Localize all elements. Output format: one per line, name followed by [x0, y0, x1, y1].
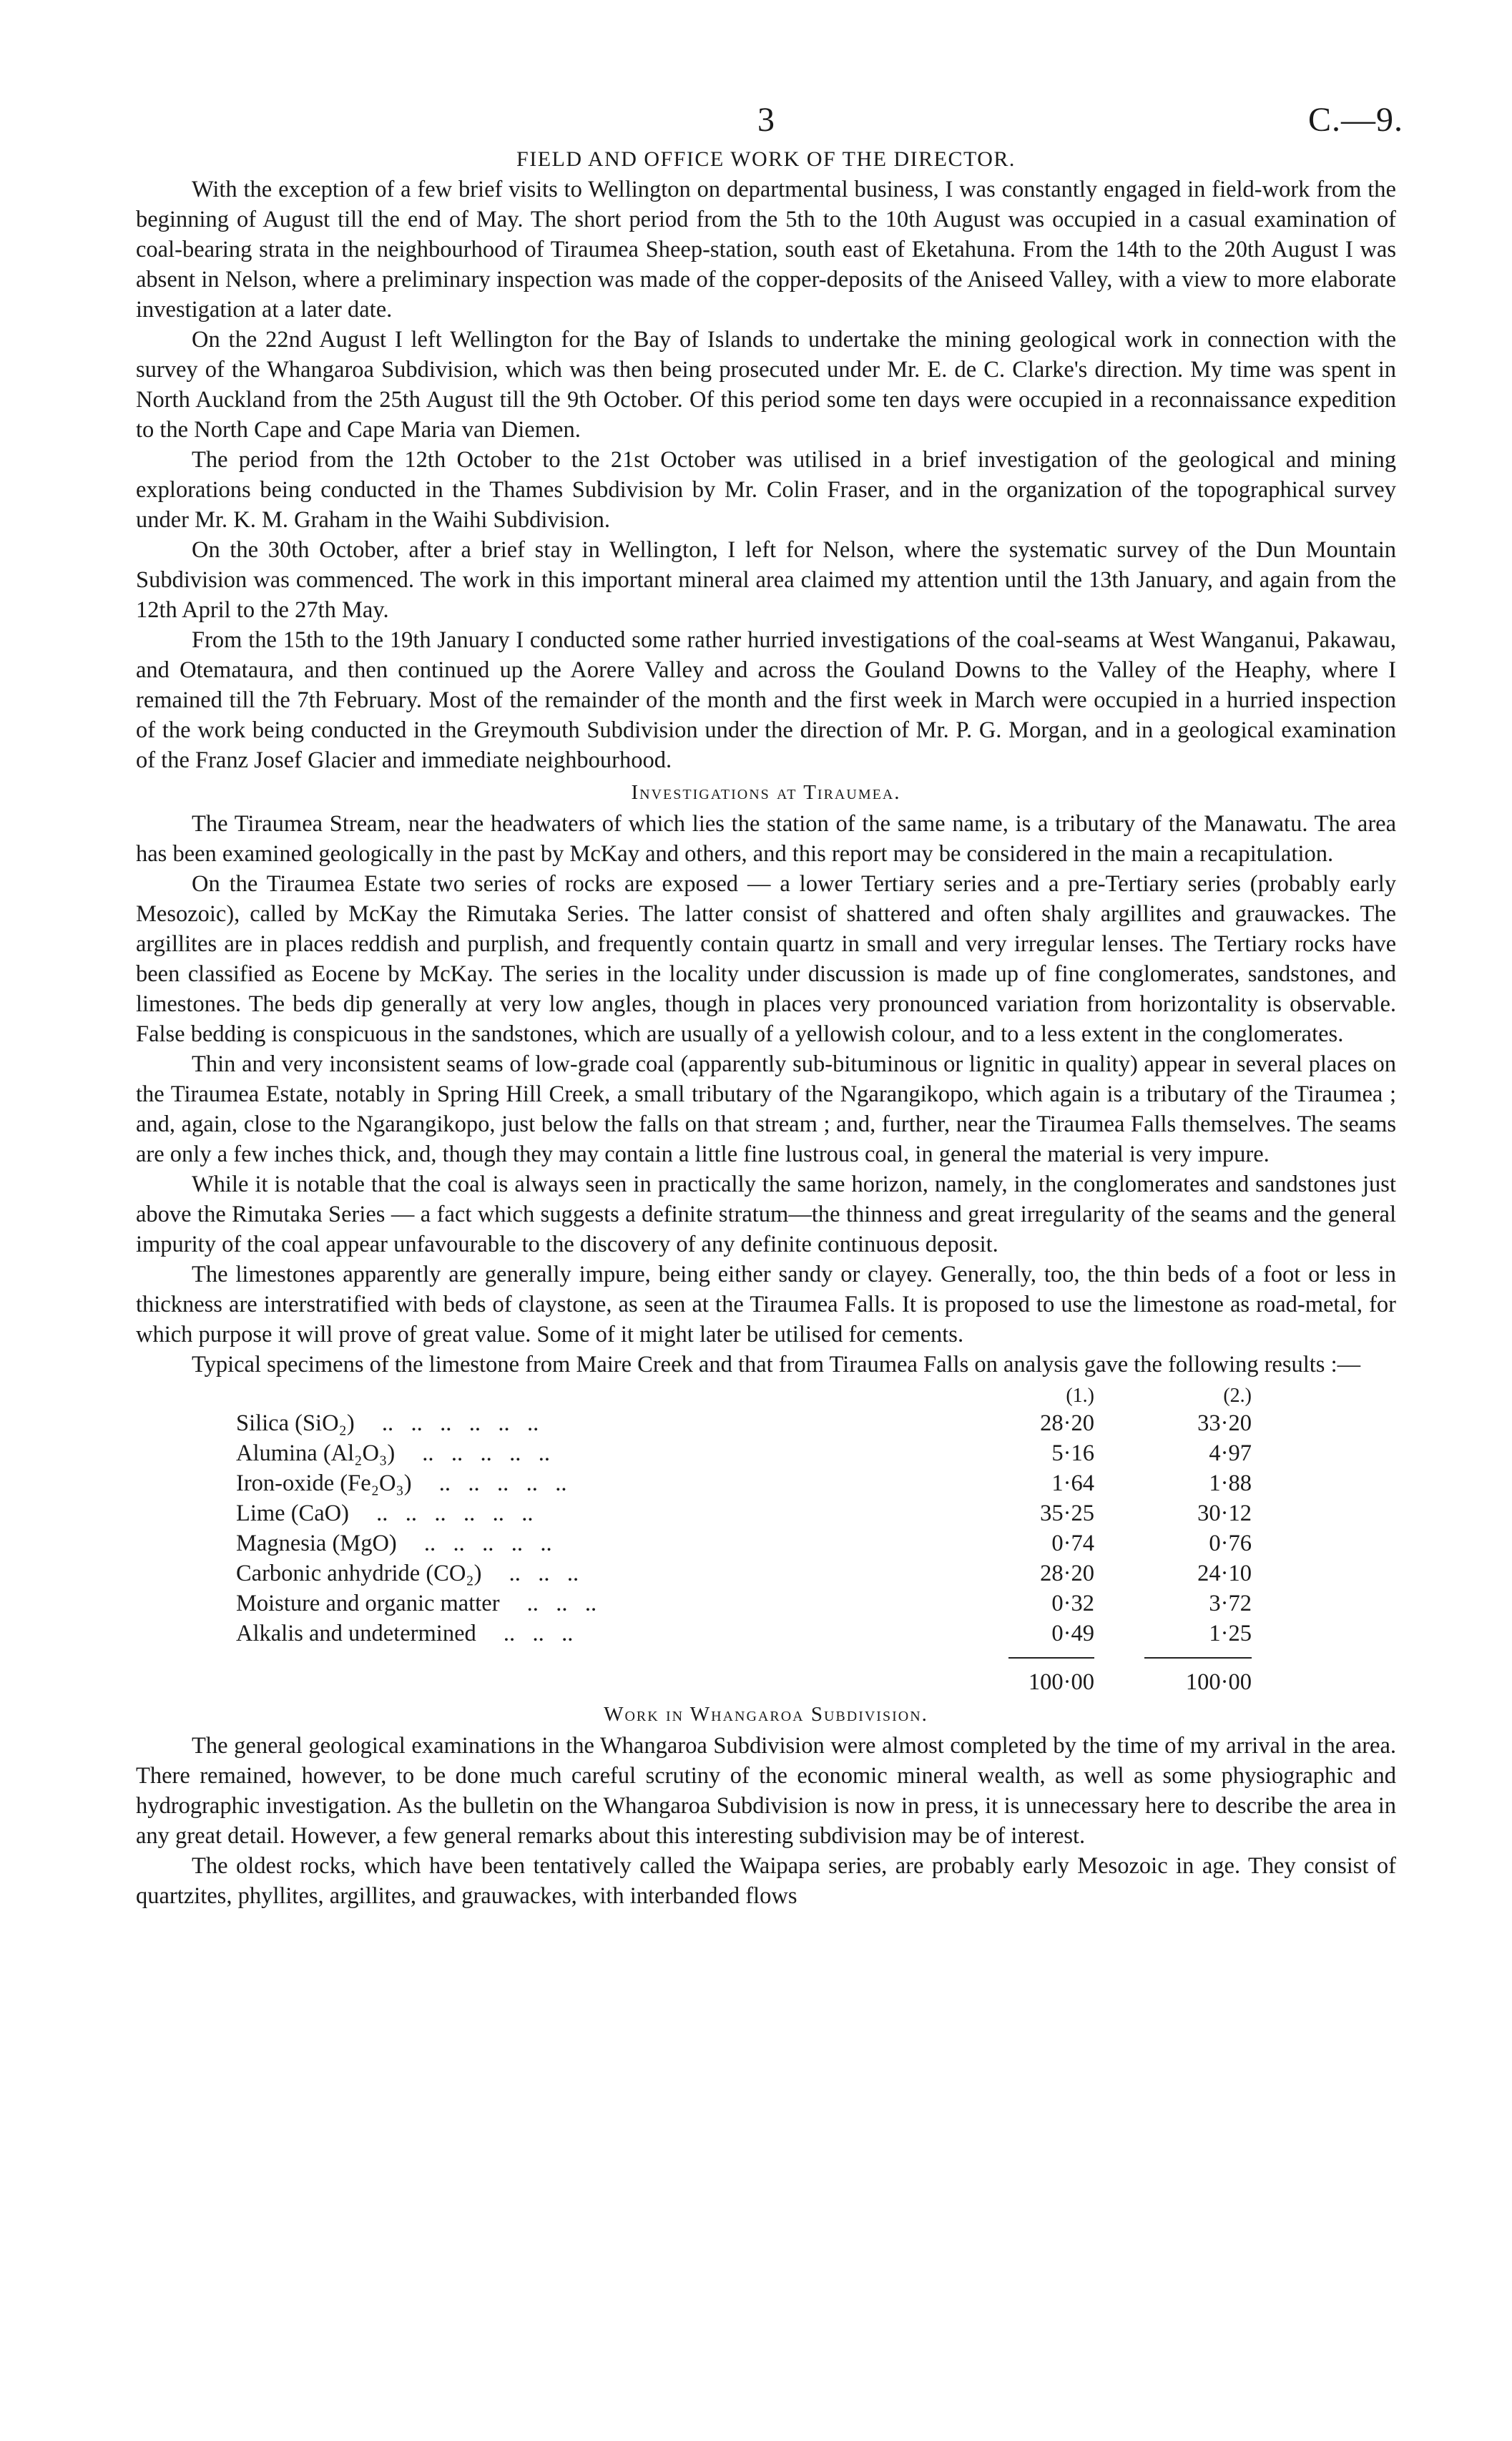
table-row: [236, 1528, 1252, 1558]
row-label: Lime (CaO): [236, 1501, 349, 1526]
paragraph: On the 22nd August I left Wellington for the Bay of Islands to undertake the mining geological work in connection with the survey of the Whangaroa Subdivision, which was then being prosecuted under Mr. E. de C. Clarke's direction. My time was spent in North Auckland from the 25th August till the 9th October. Of this period some ten days were occupied in a reconnaissance expedition to the North Cape and Cape Maria van Diemen.: [136, 327, 1396, 443]
total-rule-row: [236, 1649, 1252, 1667]
document-reference: C.—9.: [1307, 101, 1403, 139]
value-sample-2: 3·72: [1209, 1591, 1252, 1616]
value-sample-1: 35·25: [1040, 1501, 1094, 1526]
value-sample-2: 1·25: [1209, 1621, 1252, 1646]
value-sample-1: 28·20: [1040, 1561, 1094, 1586]
analysis-table: [236, 1384, 1252, 1697]
paragraph: Thin and very inconsistent seams of low-grade coal (apparently sub-bituminous or lignitic in quality) appear in several places on the Tiraumea Estate, notably in Spring Hill Creek, a small tributary of the Ngarangikopo, which again is a tributary of the Tiraumea ; and, again, close to the Ngarangikopo, just below the falls on that stream ; and, further, near the Tiraumea Falls themselves. The seams are only a few inches thick, and, though they may contain a little fine lustrous coal, in general the material is very impure.: [136, 1051, 1396, 1167]
paragraph: The general geological examinations in the Whangaroa Subdivision were almost completed by the time of my arrival in the area. There remained, however, to be done much careful scrutiny of the economic mineral wealth, as well as some physiographic and hydrographic investigation. As the bulletin on the Whangaroa Subdivision is now in press, it is unnecessary here to describe the area in any great detail. However, a few general remarks about this interesting subdivision may be of interest.: [136, 1733, 1396, 1849]
value-sample-1: 28·20: [1040, 1410, 1094, 1436]
leader-dots: .. .. ..: [509, 1561, 579, 1586]
leader-dots: .. .. ..: [526, 1591, 597, 1616]
row-label: Alkalis and undetermined: [236, 1621, 476, 1646]
leader-dots: .. .. .. .. ..: [422, 1440, 551, 1466]
leader-dots: .. .. .. .. ..: [438, 1470, 567, 1496]
total-row: [236, 1667, 1252, 1697]
subsection-heading-tiraumea: Investigations at Tiraumea.: [631, 781, 901, 804]
page-number: 3: [757, 101, 775, 139]
row-label: Moisture and organic matter: [236, 1591, 500, 1616]
paragraph: The limestones apparently are generally impure, being either sandy or clayey. Generally, too, the thin beds of a foot or less in thickness are interstratified with beds of claystone, as seen at the Tiraumea Falls. It is proposed to use the limestone as road-metal, for which purpose it will prove of great value. Some of it might later be utilised for cements.: [136, 1262, 1396, 1347]
total-sample-2: 100·00: [1185, 1669, 1252, 1695]
page-header: [136, 100, 1403, 147]
table-row: [236, 1558, 1252, 1588]
subsection-heading-whangaroa: Work in Whangaroa Subdivision.: [604, 1703, 928, 1726]
table-row: [236, 1588, 1252, 1619]
value-sample-2: 24·10: [1197, 1561, 1252, 1586]
paragraph: On the 30th October, after a brief stay in Wellington, I left for Nelson, where the systematic survey of the Dun Mountain Subdivision was commenced. The work in this important mineral area claimed my attention until the 13th January, and again from the 12th April to the 27th May.: [136, 537, 1396, 623]
table-row: [236, 1468, 1252, 1498]
paragraph: The oldest rocks, which have been tentatively called the Waipapa series, are probably early Mesozoic in age. They consist of quartzites, phyllites, argillites, and grauwackes, with interbanded flows: [136, 1853, 1396, 1909]
column-header-2: (2.): [1223, 1385, 1252, 1407]
value-sample-2: 4·97: [1209, 1440, 1252, 1466]
value-sample-2: 1·88: [1209, 1470, 1252, 1496]
paragraph: The period from the 12th October to the 21st October was utilised in a brief investigation of the geological and mining explorations being conducted in the Thames Subdivision by Mr. Colin Fraser, and in the organization of the topographical survey under Mr. K. M. Graham in the Waihi Subdivision.: [136, 447, 1396, 533]
total-rule: [1144, 1657, 1252, 1667]
paragraph: Typical specimens of the limestone from Maire Creek and that from Tiraumea Falls on analysis gave the following results :—: [192, 1352, 1361, 1377]
paragraph: On the Tiraumea Estate two series of rocks are exposed — a lower Tertiary series and a pre-Tertiary series (probably early Mesozoic), called by McKay the Rimutaka Series. The latter consist of shattered and often shaly argillites and grauwackes. The argillites are in places reddish and purplish, and frequently contain quartz in small and very irregular lenses. The Tertiary rocks have been classified as Eocene by McKay. The series in the locality under discussion is made up of fine conglomerates, sandstones, and limestones. The beds dip generally at very low angles, though in places very pronounced variation from horizontality is observable. False bedding is conspicuous in the sandstones, which are usually of a yellowish colour, and to a less extent in the conglomerates.: [136, 871, 1396, 1047]
value-sample-2: 33·20: [1197, 1410, 1252, 1436]
value-sample-2: 30·12: [1197, 1501, 1252, 1526]
row-label: Iron-oxide (Fe₂O₃): [236, 1470, 412, 1496]
paragraph: With the exception of a few brief visits to Wellington on departmental business, I was constantly engaged in field-work from the beginning of August till the end of May. The short period from the 5th to the 10th August was occupied in a casual examination of coal-bearing strata in the neighbourhood of Tiraumea Sheep-station, south east of Eketahuna. From the 14th to the 20th August I was absent in Nelson, where a preliminary inspection was made of the copper-deposits of the Aniseed Valley, with a view to more elaborate investigation at a later date.: [136, 177, 1396, 323]
total-sample-1: 100·00: [1028, 1669, 1094, 1695]
paragraph: From the 15th to the 19th January I conducted some rather hurried investigations of the coal-seams at West Wanganui, Pakawau, and Otemataura, and then continued up the Aorere Valley and across the Gouland Downs to the Valley of the Heaphy, where I remained till the 7th February. Most of the remainder of the month and the first week in March were occupied in a hurried inspection of the work being conducted in the Greymouth Subdivision under the direction of Mr. P. G. Morgan, and in a geological examination of the Franz Josef Glacier and immediate neighbourhood.: [136, 627, 1396, 773]
table-header-row: [236, 1384, 1252, 1408]
row-label: Alumina (Al₂O₃): [236, 1440, 396, 1466]
table-row: [236, 1438, 1252, 1468]
leader-dots: .. .. .. .. ..: [423, 1531, 552, 1556]
leader-dots: .. .. ..: [503, 1621, 574, 1646]
section-title: FIELD AND OFFICE WORK OF THE DIRECTOR.: [516, 147, 1016, 171]
paragraph: While it is notable that the coal is always seen in practically the same horizon, namely, in the conglomerates and sandstones just above the Rimutaka Series — a fact which suggests a definite stratum—the thinness and great irregularity of the seams and the general impurity of the coal appear unfavourable to the discovery of any definite continuous deposit.: [136, 1172, 1396, 1257]
value-sample-1: 0·74: [1051, 1531, 1094, 1556]
paragraph: The Tiraumea Stream, near the headwaters of which lies the station of the same name, is a tributary of the Manawatu. The area has been examined geologically in the past by McKay and others, and this report may be considered in the main a recapitulation.: [136, 811, 1396, 867]
value-sample-1: 0·49: [1051, 1621, 1094, 1646]
table-row: [236, 1498, 1252, 1528]
value-sample-2: 0·76: [1209, 1531, 1252, 1556]
table-row: [236, 1619, 1252, 1649]
value-sample-1: 5·16: [1051, 1440, 1094, 1466]
value-sample-1: 0·32: [1051, 1591, 1094, 1616]
row-label: Magnesia (MgO): [236, 1531, 397, 1556]
leader-dots: .. .. .. .. .. ..: [376, 1501, 534, 1526]
analysis-results: [236, 1384, 1396, 1697]
leader-dots: .. .. .. .. .. ..: [381, 1410, 539, 1436]
row-label: Silica (SiO₂): [236, 1410, 355, 1436]
row-label: Carbonic anhydride (CO₂): [236, 1561, 482, 1586]
column-header-1: (1.): [1066, 1385, 1094, 1407]
table-row: [236, 1408, 1252, 1438]
total-rule: [1008, 1657, 1094, 1667]
document-page: [136, 100, 1403, 1911]
value-sample-1: 1·64: [1051, 1470, 1094, 1496]
